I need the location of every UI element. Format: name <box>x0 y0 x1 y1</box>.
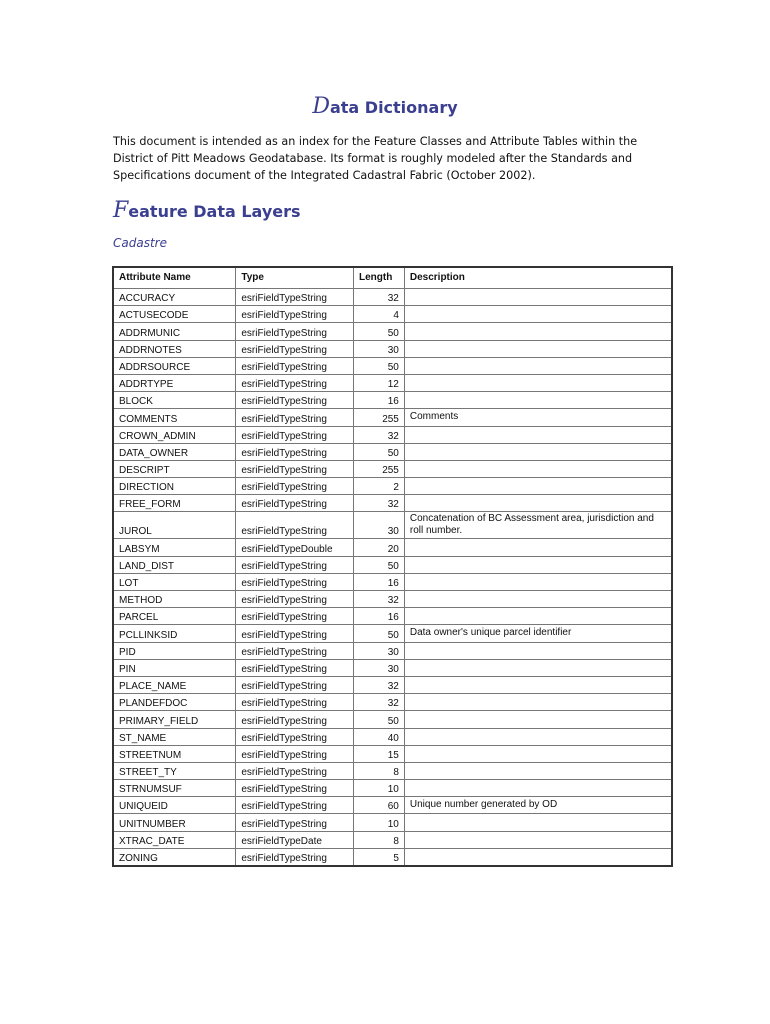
cell-length: 30 <box>354 340 405 357</box>
cell-attribute-name: LAND_DIST <box>113 556 236 573</box>
cell-description: Comments <box>404 409 672 426</box>
cell-type: esriFieldTypeString <box>236 556 354 573</box>
cell-attribute-name: ADDRTYPE <box>113 374 236 391</box>
cell-length: 32 <box>354 676 405 693</box>
cell-description <box>404 694 672 711</box>
cell-type: esriFieldTypeString <box>236 814 354 831</box>
cell-length: 4 <box>354 306 405 323</box>
title-initial: D <box>312 94 330 119</box>
table-row <box>113 625 672 642</box>
cell-type: esriFieldTypeString <box>236 762 354 779</box>
cell-length: 50 <box>354 323 405 340</box>
cell-attribute-name: PCLLINKSID <box>113 625 236 642</box>
cell-description <box>404 443 672 460</box>
table-row <box>113 694 672 711</box>
table-row <box>113 340 672 357</box>
intro-paragraph: This document is intended as an index for the Feature Classes and Attribute Tables within the District of Pitt Meadows Geodatabase. Its format is roughly modeled after the Standards and Specifications document of the Integrated Cadastral Fabric (October 2002). <box>113 135 638 182</box>
table-row <box>113 306 672 323</box>
cell-description <box>404 340 672 357</box>
cell-attribute-name: UNITNUMBER <box>113 814 236 831</box>
cell-type: esriFieldTypeDouble <box>236 539 354 556</box>
cell-attribute-name: PIN <box>113 659 236 676</box>
cell-type: esriFieldTypeString <box>236 340 354 357</box>
header-description: Description <box>404 267 672 289</box>
cell-type: esriFieldTypeString <box>236 608 354 625</box>
cell-description <box>404 323 672 340</box>
header-type: Type <box>236 267 354 289</box>
section-heading <box>113 198 301 223</box>
cell-type: esriFieldTypeString <box>236 323 354 340</box>
cell-description <box>404 539 672 556</box>
table-row <box>113 745 672 762</box>
cell-description <box>404 478 672 495</box>
table-row <box>113 443 672 460</box>
cell-length: 12 <box>354 374 405 391</box>
table-row <box>113 831 672 848</box>
cell-type: esriFieldTypeString <box>236 443 354 460</box>
cell-description <box>404 711 672 728</box>
cell-attribute-name: STREETNUM <box>113 745 236 762</box>
cell-length: 60 <box>354 797 405 814</box>
cell-attribute-name: FREE_FORM <box>113 495 236 512</box>
cell-description <box>404 591 672 608</box>
cell-type: esriFieldTypeString <box>236 591 354 608</box>
attribute-table <box>112 266 673 867</box>
cell-description <box>404 642 672 659</box>
document-title <box>0 94 770 119</box>
cell-description <box>404 745 672 762</box>
cell-type: esriFieldTypeString <box>236 289 354 306</box>
table-header-row <box>113 267 672 289</box>
cell-length: 50 <box>354 625 405 642</box>
table-row <box>113 426 672 443</box>
table-row <box>113 495 672 512</box>
cell-description <box>404 728 672 745</box>
cell-length: 16 <box>354 392 405 409</box>
cell-description <box>404 392 672 409</box>
cell-length: 40 <box>354 728 405 745</box>
table-row <box>113 478 672 495</box>
cell-attribute-name: PLACE_NAME <box>113 676 236 693</box>
cell-length: 50 <box>354 443 405 460</box>
cell-type: esriFieldTypeString <box>236 625 354 642</box>
cell-description: Concatenation of BC Assessment area, jurisdiction and roll number. <box>404 512 672 539</box>
cell-type: esriFieldTypeString <box>236 512 354 539</box>
cell-attribute-name: BLOCK <box>113 392 236 409</box>
cell-length: 32 <box>354 426 405 443</box>
cell-length: 5 <box>354 848 405 866</box>
cell-type: esriFieldTypeString <box>236 392 354 409</box>
cell-attribute-name: UNIQUEID <box>113 797 236 814</box>
cell-description <box>404 659 672 676</box>
table-row <box>113 289 672 306</box>
cell-attribute-name: STREET_TY <box>113 762 236 779</box>
cell-description <box>404 780 672 797</box>
cell-description <box>404 831 672 848</box>
cell-description <box>404 357 672 374</box>
table-row <box>113 556 672 573</box>
cell-type: esriFieldTypeString <box>236 848 354 866</box>
cell-attribute-name: PID <box>113 642 236 659</box>
cell-length: 32 <box>354 694 405 711</box>
cell-type: esriFieldTypeString <box>236 409 354 426</box>
table-row <box>113 591 672 608</box>
cell-attribute-name: JUROL <box>113 512 236 539</box>
cell-attribute-name: COMMENTS <box>113 409 236 426</box>
table-row <box>113 780 672 797</box>
cell-description <box>404 676 672 693</box>
cell-description <box>404 460 672 477</box>
cell-attribute-name: LABSYM <box>113 539 236 556</box>
table-row <box>113 797 672 814</box>
table-row <box>113 814 672 831</box>
cell-description <box>404 573 672 590</box>
table-body <box>113 289 672 867</box>
cell-description <box>404 289 672 306</box>
cell-attribute-name: STRNUMSUF <box>113 780 236 797</box>
cell-attribute-name: DATA_OWNER <box>113 443 236 460</box>
cell-length: 15 <box>354 745 405 762</box>
section-initial: F <box>113 198 129 223</box>
cell-length: 255 <box>354 409 405 426</box>
table-row <box>113 323 672 340</box>
cell-length: 50 <box>354 556 405 573</box>
table-row <box>113 728 672 745</box>
table-row <box>113 357 672 374</box>
cell-attribute-name: LOT <box>113 573 236 590</box>
table-row <box>113 460 672 477</box>
cell-type: esriFieldTypeString <box>236 694 354 711</box>
cell-type: esriFieldTypeString <box>236 573 354 590</box>
cell-attribute-name: ST_NAME <box>113 728 236 745</box>
table-row <box>113 539 672 556</box>
cell-description <box>404 608 672 625</box>
cell-description <box>404 556 672 573</box>
cell-attribute-name: ADDRNOTES <box>113 340 236 357</box>
cell-type: esriFieldTypeString <box>236 495 354 512</box>
cell-description <box>404 814 672 831</box>
cell-type: esriFieldTypeString <box>236 745 354 762</box>
cell-length: 8 <box>354 762 405 779</box>
cell-length: 32 <box>354 495 405 512</box>
cell-type: esriFieldTypeString <box>236 460 354 477</box>
table-row <box>113 512 672 539</box>
cell-type: esriFieldTypeString <box>236 711 354 728</box>
cell-attribute-name: PARCEL <box>113 608 236 625</box>
cell-attribute-name: ACCURACY <box>113 289 236 306</box>
cell-description: Data owner's unique parcel identifier <box>404 625 672 642</box>
cell-attribute-name: ADDRSOURCE <box>113 357 236 374</box>
cell-length: 50 <box>354 357 405 374</box>
cell-attribute-name: DIRECTION <box>113 478 236 495</box>
header-length: Length <box>354 267 405 289</box>
cell-type: esriFieldTypeDate <box>236 831 354 848</box>
table-row <box>113 409 672 426</box>
cell-type: esriFieldTypeString <box>236 728 354 745</box>
cell-attribute-name: METHOD <box>113 591 236 608</box>
cell-type: esriFieldTypeString <box>236 306 354 323</box>
table-row <box>113 374 672 391</box>
cell-length: 10 <box>354 780 405 797</box>
cell-description: Unique number generated by OD <box>404 797 672 814</box>
cell-attribute-name: ZONING <box>113 848 236 866</box>
cell-attribute-name: ACTUSECODE <box>113 306 236 323</box>
header-attribute-name: Attribute Name <box>113 267 236 289</box>
cell-attribute-name: XTRAC_DATE <box>113 831 236 848</box>
table-row <box>113 711 672 728</box>
cell-length: 32 <box>354 289 405 306</box>
cell-description <box>404 374 672 391</box>
cell-description <box>404 762 672 779</box>
cell-length: 255 <box>354 460 405 477</box>
table-row <box>113 608 672 625</box>
cell-length: 50 <box>354 711 405 728</box>
section-rest: eature Data Layers <box>128 202 301 221</box>
cell-length: 32 <box>354 591 405 608</box>
cell-length: 10 <box>354 814 405 831</box>
cell-type: esriFieldTypeString <box>236 642 354 659</box>
cell-length: 16 <box>354 608 405 625</box>
table-row <box>113 762 672 779</box>
cell-type: esriFieldTypeString <box>236 374 354 391</box>
cell-attribute-name: PLANDEFDOC <box>113 694 236 711</box>
cell-length: 8 <box>354 831 405 848</box>
cell-attribute-name: ADDRMUNIC <box>113 323 236 340</box>
cell-description <box>404 426 672 443</box>
cell-type: esriFieldTypeString <box>236 659 354 676</box>
cell-length: 20 <box>354 539 405 556</box>
cell-length: 30 <box>354 512 405 539</box>
cell-attribute-name: PRIMARY_FIELD <box>113 711 236 728</box>
title-rest: ata Dictionary <box>329 98 458 117</box>
cell-length: 16 <box>354 573 405 590</box>
cell-type: esriFieldTypeString <box>236 478 354 495</box>
cell-type: esriFieldTypeString <box>236 780 354 797</box>
table-row <box>113 392 672 409</box>
cell-type: esriFieldTypeString <box>236 426 354 443</box>
cell-length: 30 <box>354 642 405 659</box>
cell-description <box>404 495 672 512</box>
cell-description <box>404 848 672 866</box>
cell-type: esriFieldTypeString <box>236 797 354 814</box>
table-row <box>113 573 672 590</box>
cell-length: 30 <box>354 659 405 676</box>
subsection-heading: Cadastre <box>113 236 167 250</box>
cell-attribute-name: DESCRIPT <box>113 460 236 477</box>
table-row <box>113 642 672 659</box>
cell-description <box>404 306 672 323</box>
table-row <box>113 848 672 866</box>
cell-type: esriFieldTypeString <box>236 676 354 693</box>
table-row <box>113 659 672 676</box>
cell-type: esriFieldTypeString <box>236 357 354 374</box>
cell-length: 2 <box>354 478 405 495</box>
table-row <box>113 676 672 693</box>
cell-attribute-name: CROWN_ADMIN <box>113 426 236 443</box>
